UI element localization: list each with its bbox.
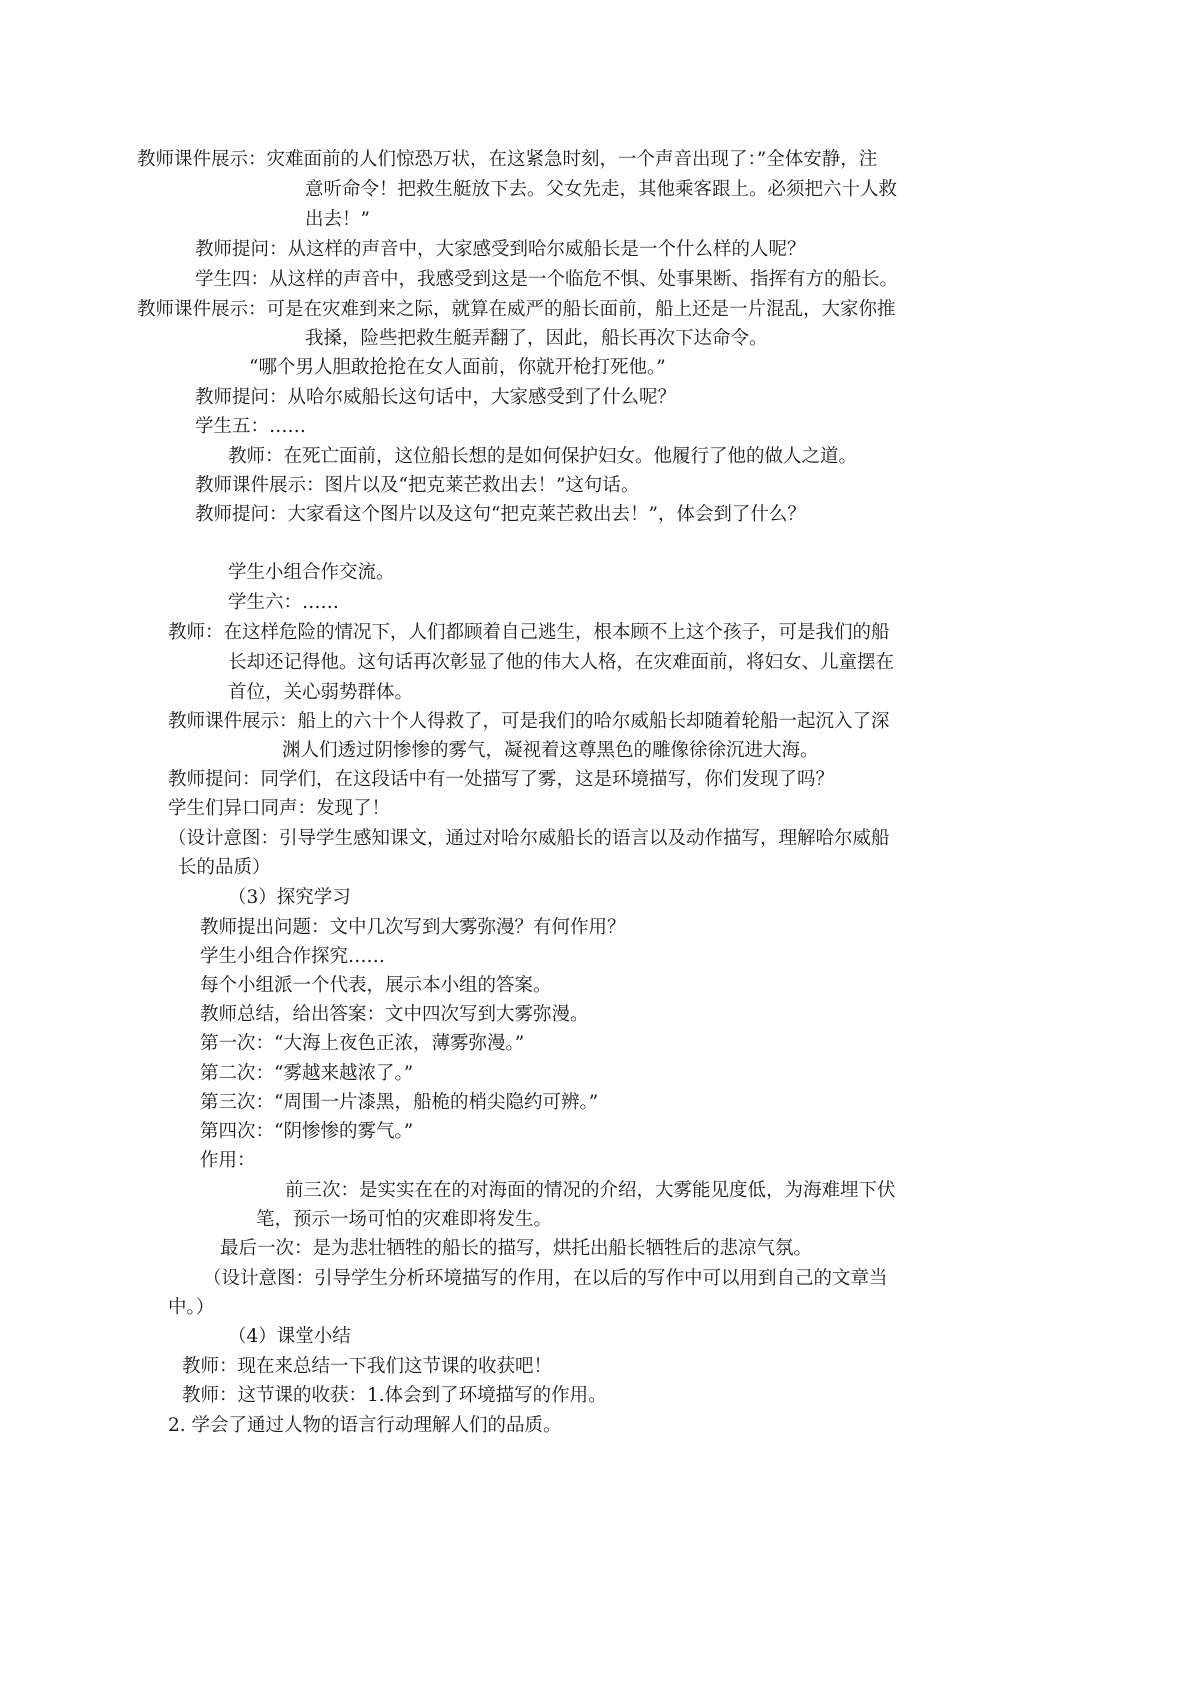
text-line: 教师课件展示：灾难面前的人们惊恐万状，在这紧急时刻，一个声音出现了：”全体安静，注 [137, 149, 878, 170]
text-line: 长的品质） [178, 857, 271, 878]
text-line: 第三次：“周围一片漆黑，船桅的梢尖隐约可辨。” [200, 1092, 599, 1113]
section-heading: （3）探究学习 [228, 887, 351, 908]
text-line: 教师：在这样危险的情况下，人们都顾着自己逃生，根本顾不上这个孩子，可是我们的船 [168, 622, 890, 643]
text-line: 长却还记得他。这句话再次彰显了他的伟大人格，在灾难面前，将妇女、儿童摆在 [228, 652, 895, 673]
text-line: 教师：现在来总结一下我们这节课的收获吧！ [182, 1356, 553, 1377]
text-line: 第四次：“阴惨惨的雾气。” [200, 1121, 414, 1142]
text-line: “哪个男人胆敢抢抢在女人面前，你就开枪打死他。” [249, 357, 666, 378]
text-line: 笔，预示一场可怕的灾难即将发生。 [256, 1209, 553, 1230]
text-line: 最后一次：是为悲壮牺牲的船长的描写，烘托出船长牺牲后的悲凉气氛。 [220, 1238, 813, 1259]
text-line: 教师总结，给出答案：文中四次写到大雾弥漫。 [200, 1004, 589, 1025]
text-line: 第一次：“大海上夜色正浓，薄雾弥漫。” [200, 1033, 525, 1054]
text-line: 学生们异口同声：发现了！ [168, 798, 391, 819]
text-line: 每个小组派一个代表，展示本小组的答案。 [200, 975, 552, 996]
text-line: 学生五：…… [195, 416, 307, 437]
text-line: 学生四：从这样的声音中，我感受到这是一个临危不惧、处事果断、指挥有方的船长。 [195, 269, 899, 290]
text-line: 学生小组合作探究…… [200, 946, 386, 967]
text-line: 作用： [200, 1150, 256, 1171]
text-line: 渊人们透过阴惨惨的雾气，凝视着这尊黑色的雕像徐徐沉进大海。 [282, 740, 819, 761]
text-line: 中。） [168, 1297, 215, 1318]
text-line: 前三次：是实实在在的对海面的情况的介绍，大雾能见度低，为海难埋下伏 [285, 1180, 896, 1201]
text-line: 第二次：“雾越来越浓了。” [200, 1063, 414, 1084]
text-line: 教师提问：大家看这个图片以及这句“把克莱芒救出去！”，体会到了什么？ [195, 504, 806, 525]
text-line: （设计意图：引导学生分析环境描写的作用，在以后的写作中可以用到自己的文章当 [203, 1268, 888, 1289]
text-line: 学生六：…… [228, 592, 340, 613]
text-line: 教师课件展示：可是在灾难到来之际，就算在威严的船长面前，船上还是一片混乱，大家你推 [137, 299, 896, 320]
text-line: 首位，关心弱势群体。 [228, 682, 414, 703]
text-line: 出去！” [305, 209, 370, 230]
text-line: 教师：这节课的收获：1.体会到了环境描写的作用。 [182, 1385, 607, 1406]
text-line: 意听命令！把救生艇放下去。父女先走，其他乘客跟上。必须把六十人救 [305, 179, 898, 200]
section-heading: （4）课堂小结 [228, 1326, 351, 1347]
text-line: 教师课件展示：船上的六十个人得救了，可是我们的哈尔威船长却随着轮船一起沉入了深 [168, 711, 890, 732]
text-line: （设计意图：引导学生感知课文，通过对哈尔威船长的语言以及动作描写，理解哈尔威船 [168, 828, 890, 849]
text-line: 我搡，险些把救生艇弄翻了，因此，船长再次下达命令。 [305, 328, 768, 349]
text-line: 教师提出问题：文中几次写到大雾弥漫？有何作用？ [200, 917, 626, 938]
text-line: 教师提问：从这样的声音中，大家感受到哈尔威船长是一个什么样的人呢？ [195, 239, 806, 260]
text-line: 教师提问：同学们，在这段话中有一处描写了雾，这是环境描写，你们发现了吗？ [168, 769, 835, 790]
list-item: 2. 学会了通过人物的语言行动理解人们的品质。 [168, 1415, 562, 1436]
text-line: 教师课件展示：图片以及“把克莱芒救出去！”这句话。 [195, 475, 640, 496]
text-line: 学生小组合作交流。 [228, 562, 395, 583]
text-line: 教师：在死亡面前，这位船长想的是如何保护妇女。他履行了他的做人之道。 [228, 446, 858, 467]
text-line: 教师提问：从哈尔威船长这句话中，大家感受到了什么呢？ [195, 387, 677, 408]
